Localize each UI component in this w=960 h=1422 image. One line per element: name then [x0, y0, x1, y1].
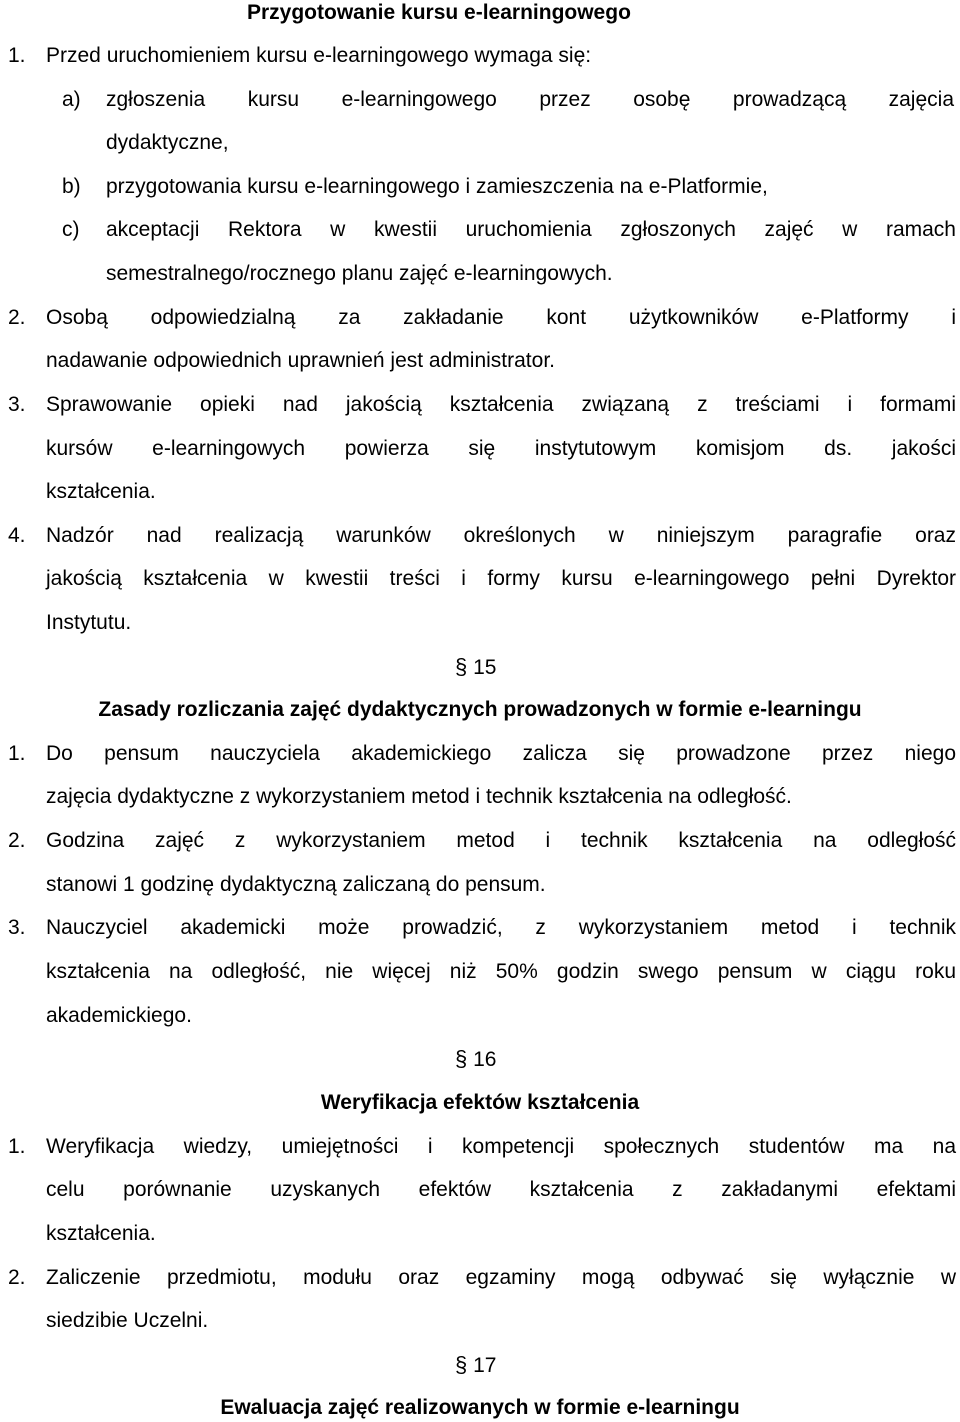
- sub-item-text: akceptacji Rektora w kwestii uruchomienia zgłoszonych zajęć w ramach: [106, 218, 956, 241]
- sub-item-text: zgłoszenia kursu e-learningowego przez osobę prowadzącą zajęcia: [106, 88, 954, 111]
- list-number: 4.: [8, 524, 26, 547]
- list-number: 1.: [8, 1135, 26, 1158]
- list-item-text: Nauczyciel akademicki może prowadzić, z wykorzystaniem metod i technik: [46, 916, 956, 939]
- list-item-text: Osobą odpowiedzialną za zakładanie kont użytkowników e-Platformy i: [46, 306, 956, 329]
- list-item-text: stanowi 1 godzinę dydaktyczną zaliczaną do pensum.: [46, 873, 546, 896]
- paragraph-title: Weryfikacja efektów kształcenia: [320, 1091, 640, 1114]
- list-item-text: kursów e-learningowych powierza się instytutowym komisjom ds. jakości: [46, 437, 956, 460]
- sub-item-text: semestralnego/rocznego planu zajęć e-learningowych.: [106, 262, 613, 285]
- list-item-text: Instytutu.: [46, 611, 132, 634]
- list-number: 3.: [8, 393, 26, 416]
- list-number: 2.: [8, 829, 26, 852]
- paragraph-marker: [455, 1046, 496, 1073]
- list-number: 1.: [8, 742, 26, 765]
- paragraph-number: 17: [473, 1354, 497, 1377]
- paragraph-title: Zasady rozliczania zajęć dydaktycznych prowadzonych w formie e-learningu: [98, 698, 862, 721]
- list-item-text: Godzina zajęć z wykorzystaniem metod i technik kształcenia na odległość: [46, 829, 956, 852]
- list-item-text: kształcenia.: [46, 1222, 156, 1245]
- section-sign-icon: §: [455, 1046, 468, 1071]
- list-item-text: Nadzór nad realizacją warunków określonych w niniejszym paragrafie oraz: [46, 524, 956, 547]
- list-item-text: jakością kształcenia w kwestii treści i formy kursu e-learningowego pełni Dyrektor: [46, 567, 956, 590]
- list-number: 2.: [8, 1266, 26, 1289]
- sub-item-text: przygotowania kursu e-learningowego i zamieszczenia na e-Platformie,: [106, 175, 768, 198]
- section-sign-icon: §: [455, 1352, 468, 1377]
- list-item-text: kształcenia.: [46, 480, 156, 503]
- sub-item-text: dydaktyczne,: [106, 131, 229, 154]
- list-item-text: akademickiego.: [46, 1004, 192, 1027]
- section-sign-icon: §: [455, 654, 468, 679]
- sub-item-label: c): [62, 218, 80, 241]
- paragraph-title: Ewaluacja zajęć realizowanych w formie e-learningu: [220, 1396, 740, 1419]
- list-item-text: Sprawowanie opieki nad jakością kształcenia związaną z treściami i formami: [46, 393, 956, 416]
- sub-item-label: a): [62, 88, 81, 111]
- list-item-text: Weryfikacja wiedzy, umiejętności i kompetencji społecznych studentów ma na: [46, 1135, 956, 1158]
- list-item-text: nadawanie odpowiednich uprawnień jest administrator.: [46, 349, 555, 372]
- sub-item-label: b): [62, 175, 81, 198]
- list-number: 1.: [8, 44, 26, 67]
- list-item-text: kształcenia na odległość, nie więcej niż 50% godzin swego pensum w ciągu roku: [46, 960, 956, 983]
- list-item-text: zajęcia dydaktyczne z wykorzystaniem metod i technik kształcenia na odległość.: [46, 785, 792, 808]
- list-item-text: Przed uruchomieniem kursu e-learningowego wymaga się:: [46, 44, 592, 67]
- list-item-text: Do pensum nauczyciela akademickiego zalicza się prowadzone przez niego: [46, 742, 956, 765]
- paragraph-marker: [455, 654, 496, 681]
- paragraph-marker: [455, 1352, 496, 1379]
- list-number: 2.: [8, 306, 26, 329]
- section-heading: Przygotowanie kursu e-learningowego: [247, 1, 631, 24]
- paragraph-number: 16: [473, 1048, 497, 1071]
- list-item-text: siedzibie Uczelni.: [46, 1309, 209, 1332]
- list-number: 3.: [8, 916, 26, 939]
- list-item-text: Zaliczenie przedmiotu, modułu oraz egzaminy mogą odbywać się wyłącznie w: [46, 1266, 956, 1289]
- paragraph-number: 15: [473, 656, 497, 679]
- list-item-text: celu porównanie uzyskanych efektów kształcenia z zakładanymi efektami: [46, 1178, 956, 1201]
